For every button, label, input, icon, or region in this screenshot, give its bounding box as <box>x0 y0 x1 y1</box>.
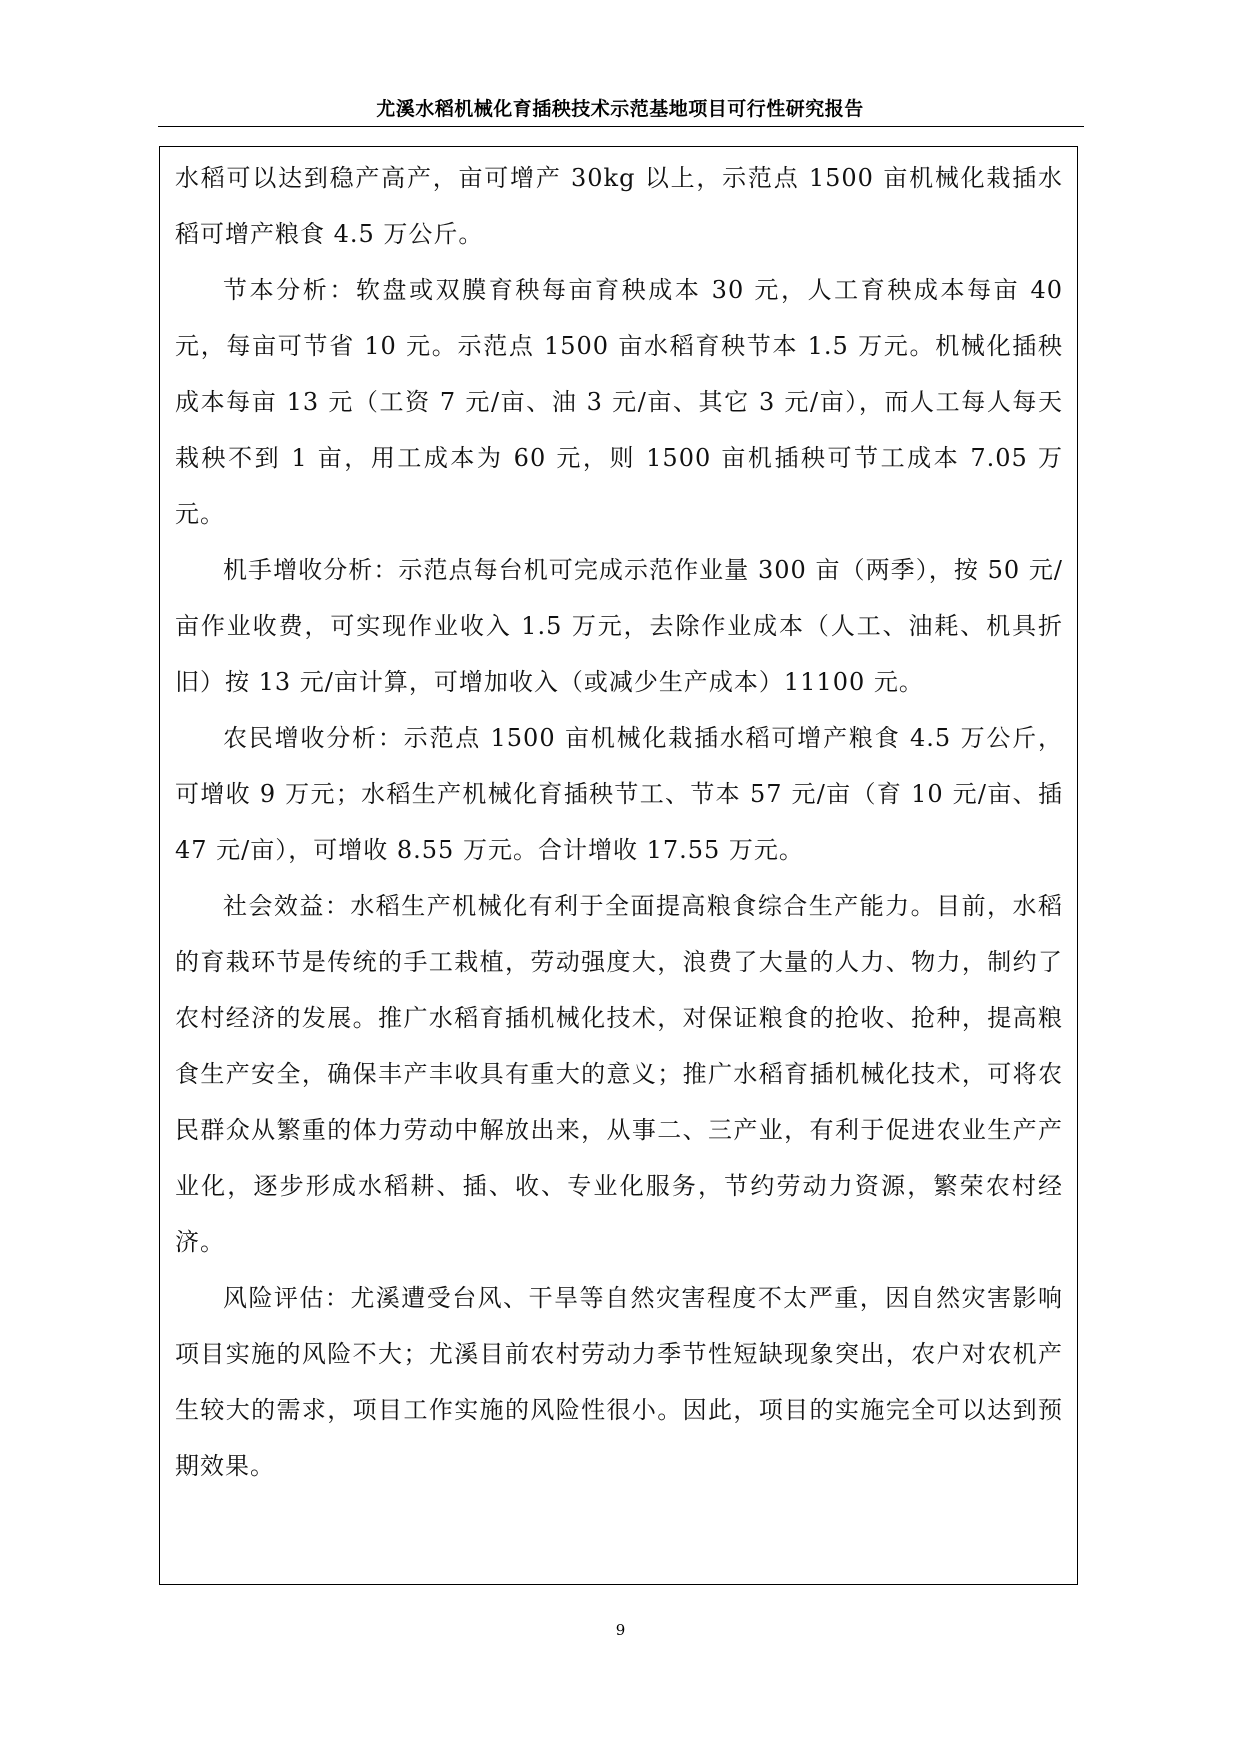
paragraph-farmer-income-analysis: 农民增收分析：示范点 1500 亩机械化栽插水稻可增产粮食 4.5 万公斤，可增收 9 万元；水稻生产机械化育插秧节工、节本 57 元/亩（育 10 元/亩、插 47 元/亩），可增收 8.55 万元。合计增收 17.55 万元。 <box>175 724 1063 864</box>
paragraph-operator-income-analysis: 机手增收分析：示范点每台机可完成示范作业量 300 亩（两季），按 50 元/亩作业收费，可实现作业收入 1.5 万元，去除作业成本（人工、油耗、机具折旧）按 13 元/亩计算，可增加收入（或减少生产成本）11100 元。 <box>175 556 1063 696</box>
header-rule <box>158 126 1084 127</box>
paragraph-social-benefit: 社会效益：水稻生产机械化有利于全面提高粮食综合生产能力。目前，水稻的育栽环节是传统的手工栽植，劳动强度大，浪费了大量的人力、物力，制约了农村经济的发展。推广水稻育插机械化技术，对保证粮食的抢收、抢种，提高粮食生产安全，确保丰产丰收具有重大的意义；推广水稻育插机械化技术，可将农民群众从繁重的体力劳动中解放出来，从事二、三产业，有利于促进农业生产产业化，逐步形成水稻耕、插、收、专业化服务，节约劳动力资源，繁荣农村经济。 <box>175 892 1063 1256</box>
paragraph-risk-assessment: 风险评估：尤溪遭受台风、干旱等自然灾害程度不太严重，因自然灾害影响项目实施的风险不大；尤溪目前农村劳动力季节性短缺现象突出，农户对农机产生较大的需求，项目工作实施的风险性很小。因此，项目的实施完全可以达到预期效果。 <box>175 1284 1063 1480</box>
paragraph-yield-continuation: 水稻可以达到稳产高产，亩可增产 30kg 以上，示范点 1500 亩机械化栽插水稻可增产粮食 4.5 万公斤。 <box>175 164 1063 248</box>
content-body <box>175 150 1063 1494</box>
report-title: 尤溪水稻机械化育插秧技术示范基地项目可行性研究报告 <box>376 98 864 120</box>
page-number: 9 <box>615 1621 626 1639</box>
paragraph-cost-saving-analysis: 节本分析：软盘或双膜育秧每亩育秧成本 30 元，人工育秧成本每亩 40 元，每亩可节省 10 元。示范点 1500 亩水稻育秧节本 1.5 万元。机械化插秧成本每亩 13 元（工资 7 元/亩、油 3 元/亩、其它 3 元/亩），而人工每人每天栽秧不到 1 亩，用工成本为 60 元，则 1500 亩机插秧可节工成本 7.05 万元。 <box>175 276 1063 528</box>
